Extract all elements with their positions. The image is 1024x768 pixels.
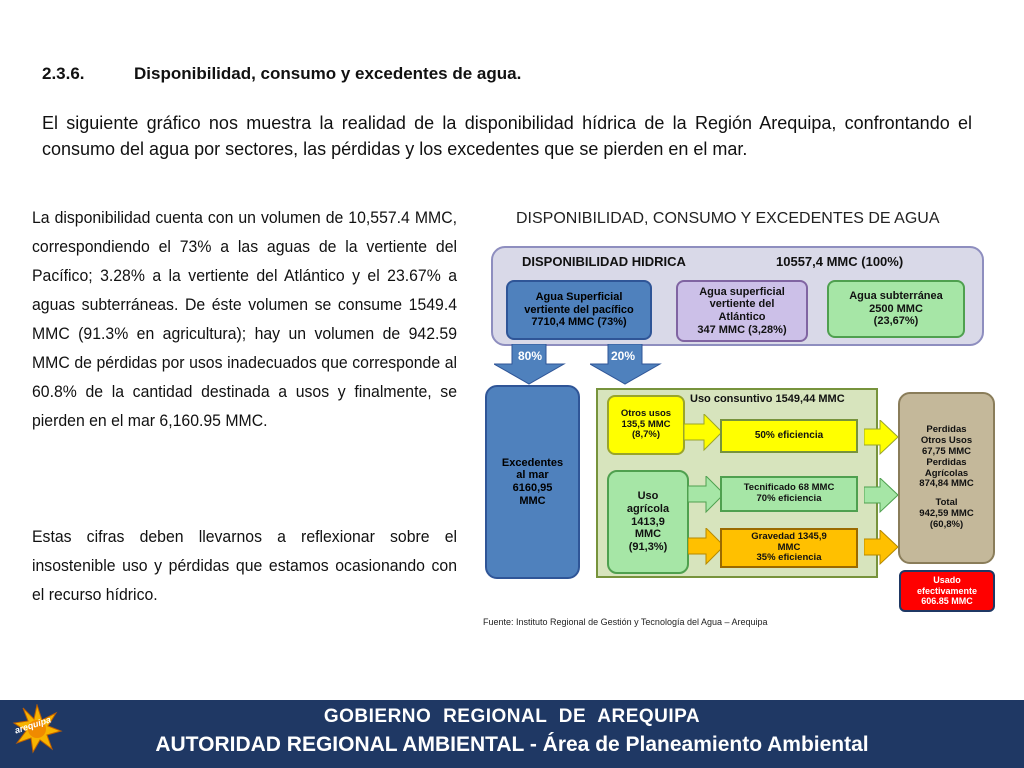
atlantic-line-4: 347 MMC (3,28%) (697, 323, 787, 336)
other-uses-line-1: Otros usos (620, 407, 672, 419)
losses-box (898, 392, 995, 564)
gravity-line-2: MMC (777, 541, 801, 553)
atlantic-box (676, 280, 808, 342)
efficiency-50-label: 50% eficiencia (754, 430, 824, 442)
other-uses-line-2: 135,5 MMC (621, 418, 671, 430)
underground-line-2: 2500 MMC (869, 302, 923, 315)
section-number: 2.3.6. (42, 64, 85, 83)
footer-authority-bold: AUTORIDAD REGIONAL AMBIENTAL (155, 733, 524, 756)
consumptive-label: Uso consuntivo 1549,44 MMC (690, 393, 845, 405)
agri-line-5: (91,3%) (628, 540, 668, 553)
agri-line-3: 1413,9 (631, 515, 665, 528)
gravity-line-3: 35% eficiencia (756, 552, 822, 564)
surplus-line-3: 6160,95 (512, 482, 553, 494)
section-title: Disponibilidad, consumo y excedentes de agua. (134, 64, 522, 83)
arrow-right-icon (684, 414, 724, 454)
tech-line-2: 70% eficiencia (756, 493, 822, 504)
atlantic-line-3: Atlántico (718, 311, 766, 323)
arrow-right-icon (864, 478, 900, 514)
underground-line-1: Agua subterránea (849, 290, 943, 303)
surplus-line-1: Excedentes (501, 456, 564, 469)
pct-80-label: 80% (518, 349, 543, 363)
tech-box (720, 476, 858, 512)
tech-line-1: Tecnificado 68 MMC (743, 482, 835, 494)
losses-line-1: Perdidas (926, 423, 967, 435)
losses-line-3: 67,75 MMC (921, 445, 972, 457)
agri-line-1: Uso (637, 490, 659, 503)
intro-paragraph: El siguiente gráfico nos muestra la realidad de la disponibilidad hídrica de la Región Arequipa, confrontando el consumo del agua por sectores, las pérdidas y los excedentes que se pierden en el mar. (42, 113, 972, 159)
availability-label: DISPONIBILIDAD HIDRICA (522, 254, 686, 269)
losses-line-5: Agrícolas (924, 467, 969, 479)
losses-line-10: (60,8%) (929, 519, 964, 531)
pct-20-label: 20% (611, 349, 636, 363)
section-heading (42, 64, 521, 84)
agri-line-2: agrícola (626, 503, 670, 516)
losses-line-2: Otros Usos (920, 434, 973, 446)
pacific-box (506, 280, 652, 340)
gravity-box (720, 528, 858, 568)
used-line-3: 606.85 MMC (921, 596, 973, 607)
other-uses-line-3: (8,7%) (632, 429, 660, 441)
footer-org-name: GOBIERNO REGIONAL DE AREQUIPA (323, 706, 701, 727)
pacific-line-3: 7710,4 MMC (73%) (531, 316, 627, 329)
body-paragraph-1: La disponibilidad cuenta con un volumen de 10,557.4 MMC, correspondiendo el 73% a las aguas de la vertiente del Pacífico; 3.28% a la vertiente del Atlántico y el 23.67% a aguas subterráneas. De éste volumen se consume 1549.4 MMC (91.3% en agricultura); hay un volumen de 942.59 MMC de pérdidas por usos inadecuados que corresponde al 60.8% de la cantidad destinada a usos y finalmente, se pierden en el mar 6,160.95 MMC. (32, 208, 458, 430)
diagram-title: DISPONIBILIDAD, CONSUMO Y EXCEDENTES DE AGUA (516, 210, 940, 227)
agri-line-4: MMC (634, 528, 662, 541)
diagram-source: Fuente: Instituto Regional de Gestión y Tecnología del Agua – Arequipa (483, 617, 768, 627)
availability-value: 10557,4 MMC (100%) (776, 254, 904, 269)
surplus-line-4: MMC (519, 494, 546, 507)
surplus-box (485, 385, 580, 579)
efficiency-50-box (720, 419, 858, 453)
agri-box (607, 470, 689, 574)
underground-box (827, 280, 965, 338)
pacific-line-2: vertiente del pacífico (524, 303, 634, 316)
pacific-line-1: Agua Superficial (535, 291, 623, 304)
surplus-line-2: al mar (516, 469, 549, 482)
losses-line-4: Perdidas (926, 456, 967, 468)
footer-authority (0, 733, 1024, 757)
arrow-right-icon (864, 530, 900, 566)
arrow-right-icon (864, 420, 900, 456)
gravity-line-1: Gravedad 1345,9 (751, 530, 827, 542)
underground-line-3: (23,67%) (873, 315, 919, 328)
used-line-1: Usado (933, 575, 961, 586)
used-line-2: efectivamente (916, 585, 978, 596)
losses-line-6: 874,84 MMC (919, 478, 974, 490)
other-uses-box (607, 395, 685, 455)
logo-text: arequipa (13, 714, 53, 736)
body-paragraph-2: Estas cifras deben llevarnos a reflexionar sobre el insostenible uso y pérdidas que estamos ocasionando con el recurso hídrico. (32, 527, 458, 604)
used-box (899, 570, 995, 612)
losses-line-8: Total (935, 497, 958, 509)
atlantic-line-1: Agua superficial (699, 285, 785, 298)
atlantic-line-2: vertiente del (709, 298, 775, 311)
footer-authority-area: - Área de Planeamiento Ambiental (524, 733, 869, 756)
losses-line-9: 942,59 MMC (919, 508, 974, 520)
